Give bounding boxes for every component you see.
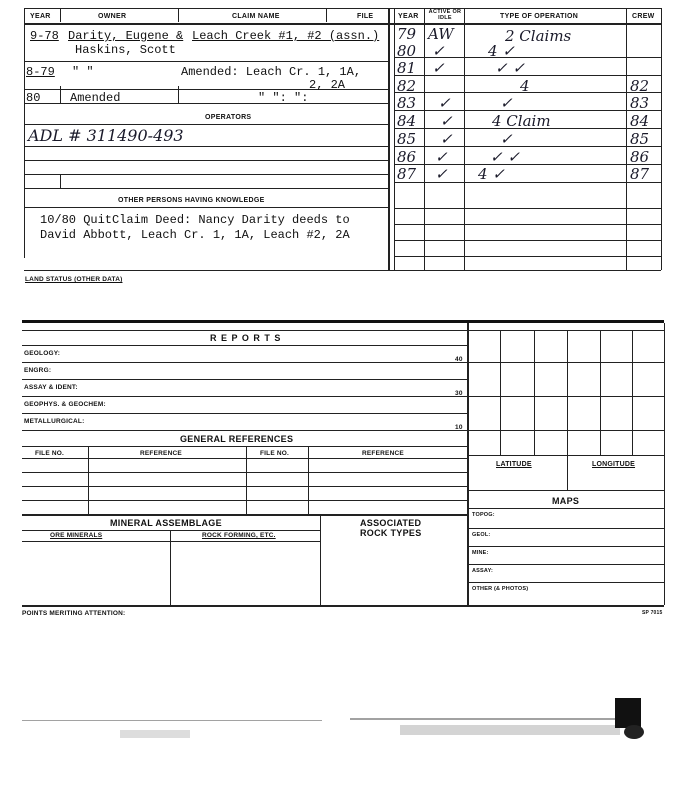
claim-row-5-claim: " ": ":	[258, 91, 309, 105]
map-other: OTHER (& PHOTOS)	[472, 586, 529, 592]
other-persons-line-2: David Abbott, Leach Cr. 1, 1A, Leach #2, 2A	[40, 228, 350, 242]
rock-forming-label: ROCK FORMING, ETC.	[202, 532, 276, 539]
report-metallurgical: METALLURGICAL:	[24, 418, 85, 425]
scale-30: 30	[455, 390, 463, 397]
activity-row-2-year: 80	[397, 42, 417, 60]
latitude-label: LATITUDE	[496, 461, 532, 468]
activity-row-1-active: AW	[428, 25, 454, 43]
activity-row-7-crew: 85	[630, 130, 650, 148]
map-geol: GEOL:	[472, 532, 491, 538]
points-meriting-label: POINTS MERITING ATTENTION:	[22, 610, 126, 617]
activity-row-5-year: 83	[397, 94, 417, 112]
activity-row-2-type: 4 ✓	[488, 42, 515, 60]
activity-row-9-active: ✓	[435, 165, 448, 183]
activity-row-6-active: ✓	[440, 112, 453, 130]
activity-row-4-year: 82	[397, 77, 417, 95]
claim-row-5-owner: Amended	[70, 91, 121, 105]
activity-row-5-active: ✓	[438, 94, 451, 112]
other-persons-line-1: 10/80 QuitClaim Deed: Nancy Darity deeds to	[40, 213, 350, 227]
longitude-label: LONGITUDE	[592, 461, 636, 468]
scale-10: 10	[455, 424, 463, 431]
file-header: FILE	[357, 13, 374, 20]
activity-row-8-active: ✓	[435, 148, 448, 166]
activity-row-6-year: 84	[397, 112, 417, 130]
claim-row-3-year: 8-79	[26, 65, 55, 79]
activity-row-1-year: 79	[397, 25, 417, 43]
ref-col-reference-1: REFERENCE	[140, 450, 182, 457]
claim-name-header: CLAIM NAME	[232, 13, 280, 20]
crew-header: CREW	[632, 13, 655, 20]
year-right-header: YEAR	[398, 13, 419, 20]
mineral-assemblage-title: MINERAL ASSEMBLAGE	[110, 518, 222, 528]
claim-row-4-claim: 2, 2A	[309, 78, 346, 92]
activity-row-1-type: 2 Claims	[505, 27, 572, 45]
ref-col-reference-2: REFERENCE	[362, 450, 404, 457]
activity-row-2-active: ✓	[432, 42, 445, 60]
reports-title: R E P O R T S	[210, 333, 282, 343]
claim-row-1-owner: Darity, Eugene &	[68, 29, 184, 43]
activity-row-6-crew: 84	[630, 112, 650, 130]
activity-row-9-year: 87	[397, 165, 417, 183]
active-idle-header: ACTIVE OR IDLE	[428, 9, 462, 21]
activity-row-7-active: ✓	[440, 130, 453, 148]
maps-title: MAPS	[552, 496, 580, 506]
associated-label: ASSOCIATED	[360, 518, 422, 528]
rock-types-label: ROCK TYPES	[360, 528, 422, 538]
scan-blot	[624, 725, 644, 739]
report-geology: GEOLOGY:	[24, 350, 61, 357]
report-engrg: ENGRG:	[24, 367, 52, 374]
activity-row-3-type: ✓ ✓	[495, 59, 525, 77]
form-number: SP 7015	[642, 610, 663, 616]
land-status-label: LAND STATUS (OTHER DATA)	[25, 276, 123, 283]
claim-row-3-claim: Amended: Leach Cr. 1, 1A,	[181, 65, 362, 79]
claim-row-1-claim: Leach Creek #1, #2 (assn.)	[192, 29, 380, 43]
claim-row-2-owner: Haskins, Scott	[75, 43, 176, 57]
report-geophys: GEOPHYS. & GEOCHEM:	[24, 401, 106, 408]
claim-row-1-year: 9-78	[30, 29, 59, 43]
activity-row-9-crew: 87	[630, 165, 650, 183]
activity-row-8-crew: 86	[630, 148, 650, 166]
owner-header: OWNER	[98, 13, 127, 20]
ore-minerals-label: ORE MINERALS	[50, 532, 103, 539]
activity-row-4-crew: 82	[630, 77, 650, 95]
map-topog: TOPOG:	[472, 512, 495, 518]
type-of-operation-header: TYPE OF OPERATION	[500, 13, 579, 20]
registration-mark	[615, 698, 641, 728]
activity-row-8-type: ✓ ✓	[490, 148, 520, 166]
activity-row-9-type: 4 ✓	[478, 165, 505, 183]
claim-row-3-owner: " "	[72, 65, 94, 79]
claim-row-5-year: 80	[26, 91, 41, 105]
other-persons-label: OTHER PERSONS HAVING KNOWLEDGE	[118, 197, 265, 204]
activity-row-4-type: 4	[520, 77, 530, 95]
activity-row-5-crew: 83	[630, 94, 650, 112]
activity-row-3-active: ✓	[432, 59, 445, 77]
activity-row-6-type: 4 Claim	[492, 112, 551, 130]
operators-label: OPERATORS	[205, 114, 252, 121]
activity-row-3-year: 81	[397, 59, 417, 77]
activity-row-7-year: 85	[397, 130, 417, 148]
ref-col-file-no-1: FILE NO.	[35, 450, 65, 457]
activity-row-5-type: ✓	[500, 94, 513, 112]
scale-40: 40	[455, 356, 463, 363]
year-header: YEAR	[30, 13, 51, 20]
operators-entry: ADL # 311490-493	[28, 126, 184, 145]
map-assay: ASSAY:	[472, 568, 494, 574]
activity-row-8-year: 86	[397, 148, 417, 166]
activity-row-7-type: ✓	[500, 130, 513, 148]
report-assay: ASSAY & IDENT:	[24, 384, 78, 391]
ref-col-file-no-2: FILE NO.	[260, 450, 290, 457]
map-mine: MINE:	[472, 550, 489, 556]
general-references-title: GENERAL REFERENCES	[180, 434, 294, 444]
